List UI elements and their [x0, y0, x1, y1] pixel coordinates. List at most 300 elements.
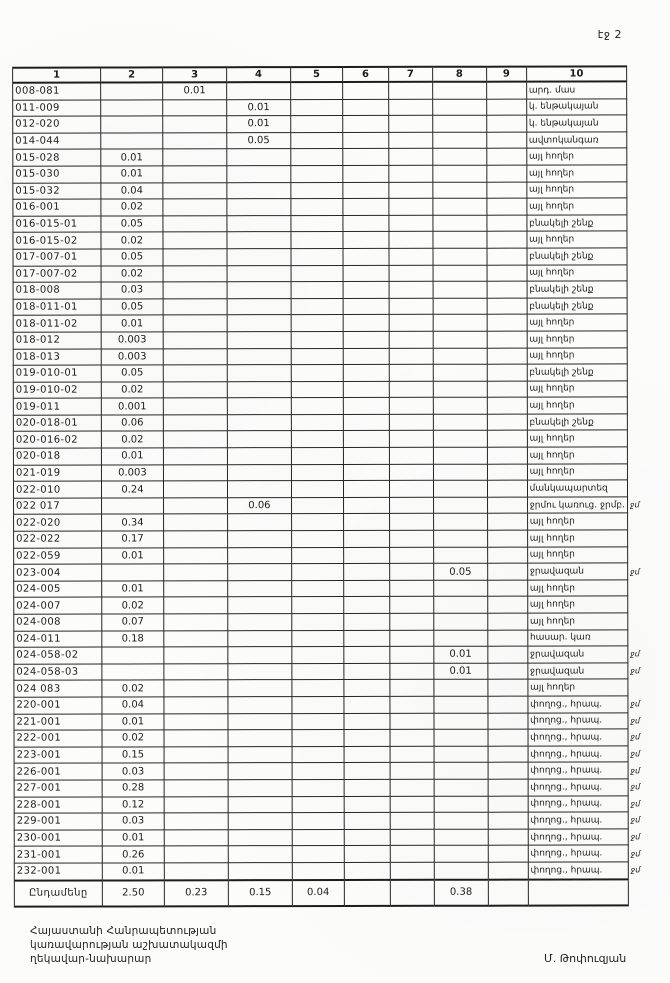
value-cell: [487, 414, 527, 431]
value-cell: [388, 82, 432, 99]
column-header-3: 3: [163, 67, 227, 82]
margin-handwritten-note: [627, 381, 669, 398]
parcel-code-cell: 011-009: [13, 100, 101, 117]
margin-handwritten-note: ջմ: [630, 649, 640, 659]
value-cell: [343, 149, 389, 166]
value-cell: 0.05: [101, 216, 163, 233]
margin-handwritten-note: [628, 580, 670, 597]
value-cell: 0.02: [102, 680, 164, 697]
value-cell: [390, 713, 434, 730]
value-cell: [390, 829, 434, 846]
value-cell: [344, 779, 390, 796]
parcel-code-cell: 015-032: [13, 183, 101, 200]
value-cell: [163, 232, 227, 249]
value-cell: [434, 713, 488, 730]
value-cell: [488, 845, 528, 862]
value-cell: [433, 331, 487, 348]
value-cell: [434, 763, 488, 780]
value-cell: [227, 249, 291, 266]
value-cell: [344, 813, 390, 830]
table-row: [14, 546, 670, 564]
value-cell: [344, 663, 390, 680]
parcel-code-cell: 012-020: [13, 116, 101, 133]
value-cell: [164, 780, 228, 797]
value-cell: [390, 729, 434, 746]
land-use-cell: այլ հողեր: [527, 381, 627, 398]
value-cell: [228, 663, 292, 680]
value-cell: [487, 281, 527, 298]
value-cell: [164, 730, 228, 747]
value-cell: [164, 564, 228, 581]
land-use-cell: փողոց., հրապ.: [528, 696, 628, 713]
margin-handwritten-note: ջմ: [630, 782, 641, 792]
value-cell: [228, 614, 292, 631]
value-cell: [433, 580, 487, 597]
value-cell: [487, 381, 527, 398]
value-cell: [343, 497, 389, 514]
value-cell: [164, 829, 228, 846]
value-cell: [228, 863, 292, 880]
parcel-code-cell: 022-010: [13, 481, 101, 498]
value-cell: [227, 365, 291, 382]
value-cell: [487, 497, 527, 514]
value-cell: 0.17: [102, 531, 164, 548]
value-cell: [163, 199, 227, 216]
value-cell: [164, 763, 228, 780]
parcel-code-cell: 022-022: [14, 531, 102, 548]
margin-handwritten-note: [628, 629, 670, 646]
value-cell: [291, 448, 343, 465]
table-row: [14, 596, 670, 614]
land-use-cell: փողոց., հրապ.: [528, 795, 628, 812]
value-cell: [488, 646, 528, 663]
table-row: [13, 430, 669, 448]
value-cell: [390, 779, 434, 796]
total-col10: [528, 879, 628, 905]
footer-line-1: Հայաստանի Հանրապետության: [30, 925, 217, 937]
value-cell: [487, 514, 527, 531]
value-cell: [486, 82, 526, 99]
value-cell: [291, 464, 343, 481]
value-cell: [227, 448, 291, 465]
value-cell: [433, 547, 487, 564]
parcel-code-cell: 022 017: [14, 498, 102, 515]
value-cell: [343, 248, 389, 265]
value-cell: [228, 647, 292, 664]
value-cell: 0.05: [101, 249, 163, 266]
value-cell: [228, 564, 292, 581]
table-row: [13, 231, 669, 249]
value-cell: [389, 348, 433, 365]
table-row: [13, 397, 669, 415]
value-cell: [163, 514, 227, 531]
value-cell: [389, 232, 433, 249]
value-cell: 0.01: [102, 547, 164, 564]
value-cell: [228, 597, 292, 614]
value-cell: [344, 597, 390, 614]
table-row: [13, 264, 669, 282]
value-cell: [433, 215, 487, 232]
parcel-code-cell: 228-001: [14, 797, 102, 814]
parcel-code-cell: 020-018: [13, 448, 101, 465]
land-use-cell: ջրավազան: [528, 663, 628, 680]
value-cell: [291, 99, 343, 116]
value-cell: 0.34: [102, 514, 164, 531]
value-cell: [343, 215, 389, 232]
land-use-cell: այլ հողեր: [527, 331, 627, 348]
value-cell: [389, 530, 433, 547]
land-use-cell: այլ հողեր: [527, 447, 627, 464]
value-cell: [488, 796, 528, 813]
value-cell: [390, 663, 434, 680]
value-cell: [389, 132, 433, 149]
value-cell: [344, 746, 390, 763]
value-cell: [433, 248, 487, 265]
value-cell: [343, 165, 389, 182]
value-cell: [343, 348, 389, 365]
margin-handwritten-note: [627, 430, 669, 447]
land-use-cell: այլ հողեր: [527, 596, 627, 613]
parcel-code-cell: 022-020: [14, 514, 102, 531]
margin-handwritten-note: [627, 264, 669, 281]
margin-handwritten-note: [627, 364, 669, 381]
value-cell: [291, 315, 343, 332]
value-cell: [487, 248, 527, 265]
margin-handwritten-note: [627, 463, 669, 480]
value-cell: [488, 696, 528, 713]
total-col7: [390, 879, 434, 905]
value-cell: [432, 82, 486, 99]
value-cell: [487, 364, 527, 381]
value-cell: 0.06: [101, 415, 163, 432]
value-cell: 0.001: [101, 398, 163, 415]
value-cell: [291, 431, 343, 448]
value-cell: 0.28: [102, 780, 164, 797]
margin-handwritten-note: [627, 298, 669, 315]
land-use-cell: այլ հողեր: [527, 464, 627, 481]
value-cell: [343, 132, 389, 149]
value-cell: [433, 613, 487, 630]
value-cell: [433, 464, 487, 481]
value-cell: [163, 481, 227, 498]
value-cell: [291, 165, 343, 182]
table-row: [14, 663, 670, 681]
table-row: [13, 165, 669, 183]
value-cell: [389, 447, 433, 464]
value-cell: [163, 464, 227, 481]
value-cell: [433, 480, 487, 497]
value-cell: [343, 414, 389, 431]
value-cell: [487, 231, 527, 248]
value-cell: [228, 730, 292, 747]
column-header-8: 8: [432, 67, 486, 82]
land-use-cell: այլ հողեր: [527, 264, 627, 281]
value-cell: [344, 613, 390, 630]
table-row: [13, 98, 669, 116]
land-use-cell: բնակելի շենք: [527, 248, 627, 265]
value-cell: [228, 763, 292, 780]
value-cell: [343, 547, 389, 564]
parcel-code-cell: 019-010-01: [13, 365, 101, 382]
value-cell: [292, 796, 344, 813]
value-cell: [291, 414, 343, 431]
value-cell: [292, 779, 344, 796]
value-cell: [292, 730, 344, 747]
value-cell: [487, 165, 527, 182]
signature-name: Մ. Թոփուզյան: [544, 952, 627, 965]
land-use-cell: այլ հողեր: [527, 530, 627, 547]
value-cell: [292, 763, 344, 780]
value-cell: [164, 680, 228, 697]
parcel-code-cell: 018-012: [13, 332, 101, 349]
value-cell: [164, 796, 228, 813]
value-cell: [433, 447, 487, 464]
value-cell: [292, 630, 344, 647]
value-cell: [389, 431, 433, 448]
total-note-spacer: [628, 879, 670, 905]
table-row: [14, 746, 670, 764]
parcel-code-cell: 229-001: [14, 813, 102, 830]
value-cell: 0.05: [101, 365, 163, 382]
table-row: [14, 762, 670, 780]
value-cell: [432, 132, 486, 149]
value-cell: [227, 215, 291, 232]
parcel-code-cell: 024-058-02: [14, 647, 102, 664]
total-col4: 0.15: [228, 880, 292, 906]
value-cell: [343, 99, 389, 116]
value-cell: [389, 464, 433, 481]
total-col5: 0.04: [292, 879, 344, 905]
value-cell: [228, 547, 292, 564]
margin-handwritten-note: ջմ: [630, 699, 640, 709]
value-cell: [390, 763, 434, 780]
value-cell: [434, 829, 488, 846]
value-cell: [488, 862, 528, 879]
parcel-code-cell: 227-001: [14, 780, 102, 797]
value-cell: [164, 597, 228, 614]
value-cell: [164, 813, 228, 830]
value-cell: [434, 862, 488, 879]
value-cell: [227, 199, 291, 216]
column-header-1: 1: [13, 68, 101, 83]
value-cell: 0.07: [102, 614, 164, 631]
value-cell: [390, 846, 434, 863]
value-cell: [433, 514, 487, 531]
land-use-cell: բնակելի շենք: [527, 281, 627, 298]
value-cell: [433, 265, 487, 282]
value-cell: [433, 414, 487, 431]
table-row: [13, 314, 669, 332]
value-cell: [434, 779, 488, 796]
value-cell: [434, 696, 488, 713]
total-col6: [344, 879, 390, 905]
value-cell: [487, 331, 527, 348]
value-cell: [433, 315, 487, 332]
value-cell: [163, 166, 227, 183]
value-cell: [389, 298, 433, 315]
value-cell: [163, 265, 227, 282]
value-cell: 0.01: [101, 166, 163, 183]
table-row: [13, 414, 669, 432]
value-cell: 0.03: [101, 282, 163, 299]
value-cell: [343, 199, 389, 216]
value-cell: [291, 365, 343, 382]
value-cell: [390, 796, 434, 813]
parcel-code-cell: 017-007-02: [13, 266, 101, 283]
land-use-cell: այլ հողեր: [527, 231, 627, 248]
value-cell: [486, 99, 526, 116]
land-use-cell: այլ հողեր: [528, 679, 628, 696]
value-cell: [487, 431, 527, 448]
parcel-code-cell: 018-011-02: [13, 315, 101, 332]
value-cell: 0.003: [101, 332, 163, 349]
column-header-10: 10: [526, 66, 626, 81]
value-cell: [291, 481, 343, 498]
value-cell: [163, 431, 227, 448]
table-row: [14, 729, 670, 747]
value-cell: [487, 215, 527, 232]
value-cell: [434, 729, 488, 746]
value-cell: [344, 647, 390, 664]
value-cell: [163, 116, 227, 133]
land-use-cell: փողոց., հրապ.: [528, 729, 628, 746]
value-cell: [343, 298, 389, 315]
margin-handwritten-note: [627, 165, 669, 182]
value-cell: [228, 697, 292, 714]
parcel-code-cell: 024 083: [14, 680, 102, 697]
value-cell: [389, 547, 433, 564]
value-cell: [390, 613, 434, 630]
value-cell: [433, 431, 487, 448]
value-cell: [343, 116, 389, 133]
value-cell: [389, 481, 433, 498]
footer-line-2: կառավարության աշխատակազմի: [30, 939, 228, 951]
margin-handwritten-note: [627, 231, 669, 248]
value-cell: 0.26: [102, 846, 164, 863]
value-cell: [344, 580, 390, 597]
value-cell: [164, 846, 228, 863]
margin-handwritten-note: [627, 480, 669, 497]
value-cell: [390, 680, 434, 697]
table-row: [14, 497, 670, 515]
parcel-code-cell: 019-010-02: [13, 382, 101, 399]
value-cell: [488, 812, 528, 829]
total-col9: [488, 879, 528, 905]
value-cell: [101, 116, 163, 133]
value-cell: [389, 331, 433, 348]
value-cell: [163, 182, 227, 199]
column-header-5: 5: [290, 67, 342, 82]
value-cell: [343, 265, 389, 282]
value-cell: [164, 531, 228, 548]
table-row: [13, 215, 669, 233]
value-cell: [344, 680, 390, 697]
value-cell: [292, 696, 344, 713]
value-cell: 0.24: [101, 481, 163, 498]
parcel-code-cell: 015-028: [13, 149, 101, 166]
value-cell: [487, 265, 527, 282]
margin-handwritten-note: [628, 679, 670, 696]
parcel-code-cell: 024-008: [14, 614, 102, 631]
margin-handwritten-note: [628, 530, 670, 547]
value-cell: [227, 481, 291, 498]
page-number-label: էջ 2: [597, 28, 622, 41]
parcel-code-cell: 008-081: [13, 83, 101, 100]
table-row: [14, 530, 670, 548]
value-cell: [291, 248, 343, 265]
margin-handwritten-note: ջմ: [630, 799, 641, 809]
parcel-code-cell: 024-011: [14, 631, 102, 648]
value-cell: 0.05: [101, 299, 163, 316]
value-cell: [163, 215, 227, 232]
value-cell: [433, 348, 487, 365]
column-header-2: 2: [101, 67, 163, 82]
parcel-code-cell: 019-011: [13, 398, 101, 415]
value-cell: 0.18: [102, 630, 164, 647]
value-cell: [164, 547, 228, 564]
value-cell: [163, 348, 227, 365]
value-cell: [292, 846, 344, 863]
value-cell: [390, 862, 434, 879]
value-cell: [291, 215, 343, 232]
margin-handwritten-note: ջմ: [630, 815, 641, 825]
value-cell: [342, 82, 388, 99]
value-cell: [388, 115, 432, 132]
value-cell: 0.01: [227, 99, 291, 116]
value-cell: [343, 514, 389, 531]
margin-handwritten-note: [627, 414, 669, 431]
parcel-code-cell: 232-001: [14, 863, 102, 880]
column-header-6: 6: [342, 67, 388, 82]
value-cell: [433, 149, 487, 166]
table-row: [13, 331, 669, 349]
value-cell: 0.04: [102, 697, 164, 714]
parcel-code-cell: 024-005: [14, 581, 102, 598]
value-cell: [487, 547, 527, 564]
value-cell: [164, 863, 228, 880]
value-cell: 0.01: [163, 82, 227, 99]
parcel-code-cell: 022-059: [14, 548, 102, 565]
value-cell: [487, 397, 527, 414]
parcel-code-cell: 016-015-01: [13, 216, 101, 233]
land-use-cell: այլ հողեր: [527, 198, 627, 215]
value-cell: [227, 282, 291, 299]
table-row: [14, 712, 670, 730]
value-cell: [228, 746, 292, 763]
value-cell: [102, 664, 164, 681]
value-cell: [291, 497, 343, 514]
value-cell: [292, 647, 344, 664]
value-cell: 0.15: [102, 747, 164, 764]
value-cell: [227, 431, 291, 448]
value-cell: [433, 165, 487, 182]
value-cell: [163, 282, 227, 299]
land-use-cell: այլ հողեր: [527, 347, 627, 364]
value-cell: [488, 779, 528, 796]
table-row: [14, 779, 670, 797]
margin-handwritten-note: ջմ: [630, 749, 641, 759]
value-cell: 0.12: [102, 796, 164, 813]
value-cell: [228, 829, 292, 846]
value-cell: [344, 630, 390, 647]
value-cell: [488, 762, 528, 779]
margin-handwritten-note: [628, 613, 670, 630]
margin-handwritten-note: [627, 347, 669, 364]
parcel-code-cell: 223-001: [14, 747, 102, 764]
value-cell: [487, 348, 527, 365]
value-cell: [433, 364, 487, 381]
land-use-cell: մանկապարտեզ: [527, 480, 627, 497]
